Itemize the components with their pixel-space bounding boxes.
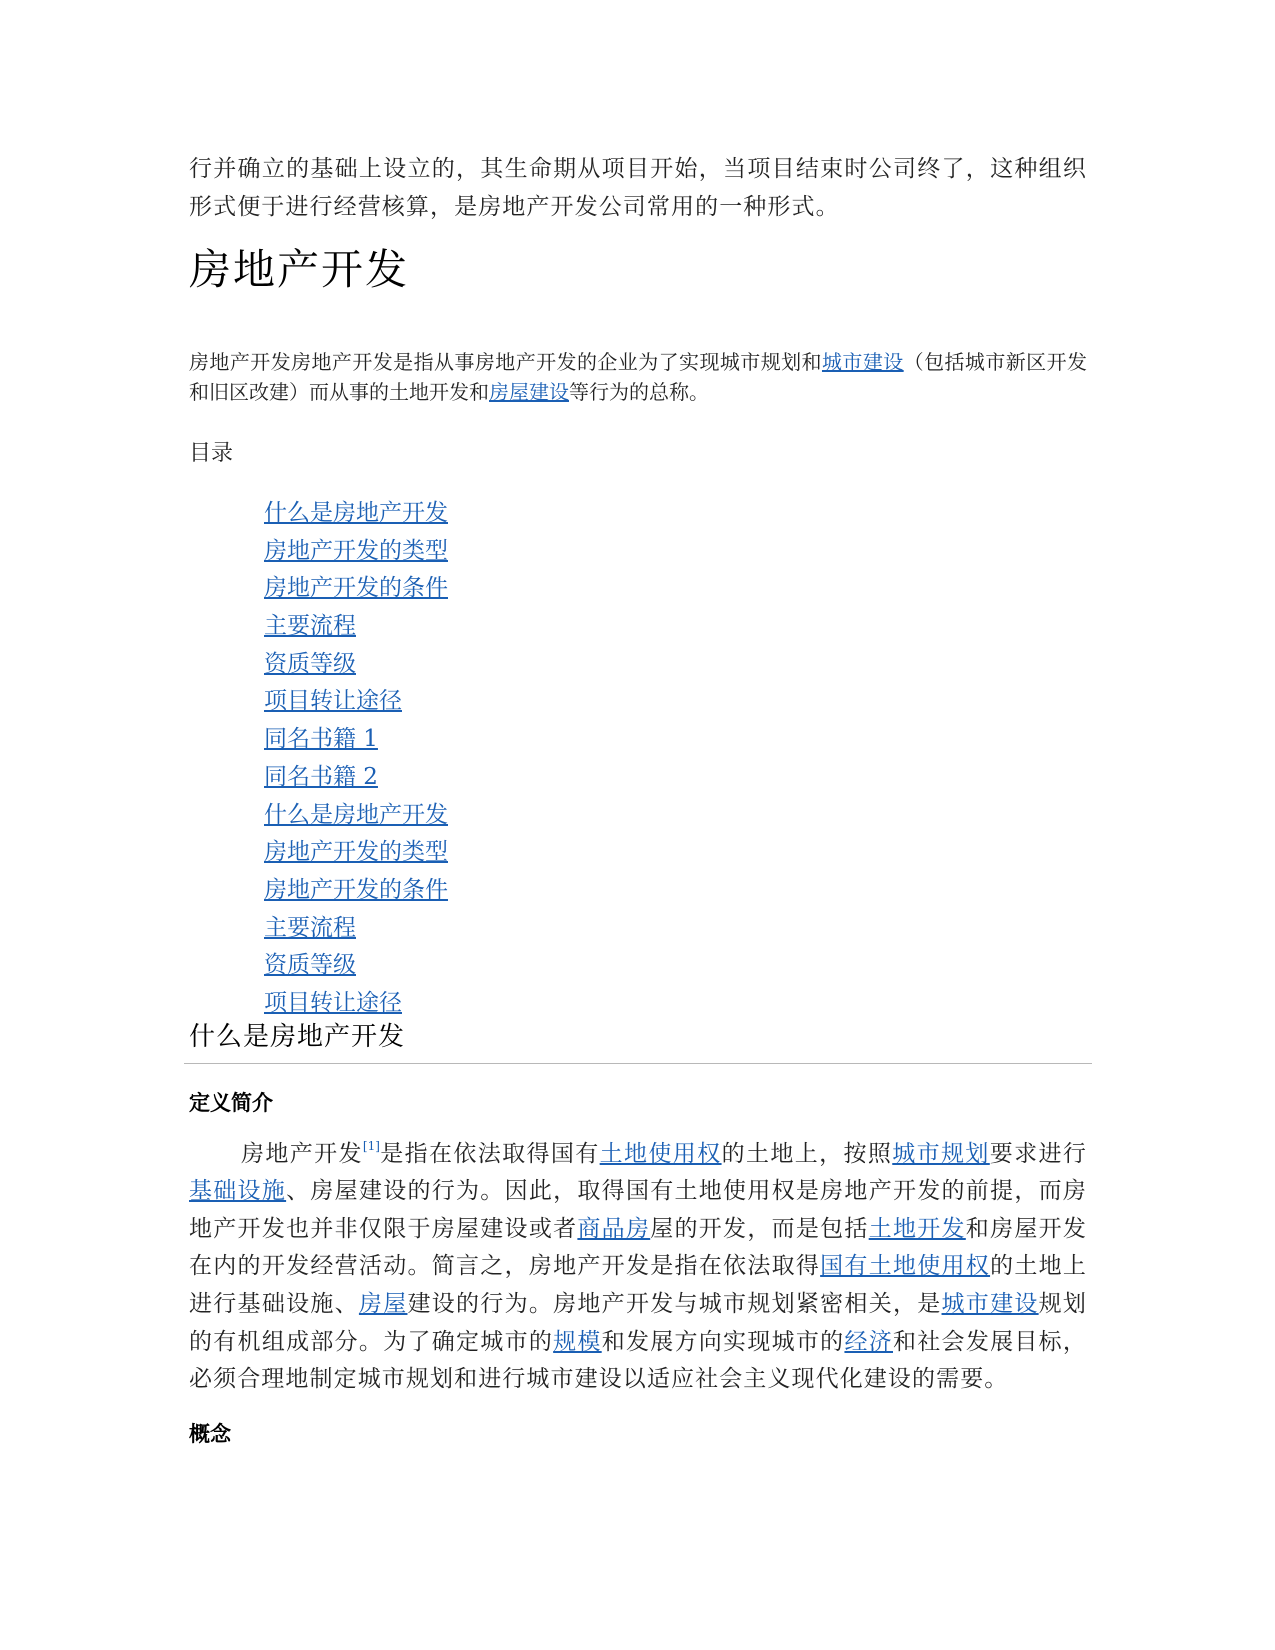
link-scale[interactable]: 规模 <box>553 1328 602 1355</box>
definition-paragraph <box>189 1136 1087 1399</box>
toc-link-book-1[interactable]: 同名书籍 1 <box>264 726 378 753</box>
table-of-contents <box>264 495 1087 1023</box>
intro-paragraph: 行并确立的基础上设立的，其生命期从项目开始，当项目结束时公司终了，这种组织形式便于进行经营核算，是房地产开发公司常用的一种形式。 <box>189 156 1087 220</box>
para-text: 和社会发展目标，必须合理地制定城市规划和进行城市建设以适应社会主义现代化建设的需要。 <box>189 1328 1088 1393</box>
toc-link-types-2[interactable]: 房地产开发的类型 <box>264 839 448 866</box>
summary-text-1: 房地产开发房地产开发是指从事房地产开发的企业为了实现城市规划和 <box>189 350 822 374</box>
summary-paragraph <box>189 347 1087 407</box>
toc-item <box>264 495 1087 533</box>
summary-text-2: （包括城市新区开发和旧区改建）而从事的土地开发和 <box>189 350 1088 404</box>
toc-link-what-is[interactable]: 什么是房地产开发 <box>264 500 448 526</box>
toc-link-types[interactable]: 房地产开发的类型 <box>264 537 448 564</box>
toc-item <box>264 872 1087 910</box>
toc-item <box>264 797 1087 835</box>
para-text: 屋的开发，而是包括 <box>650 1215 869 1242</box>
toc-link-conditions[interactable]: 房地产开发的条件 <box>264 575 448 602</box>
toc-link-conditions-2[interactable]: 房地产开发的条件 <box>264 876 448 903</box>
subsection-heading-definition: 定义简介 <box>189 1090 273 1115</box>
section-heading: 什么是房地产开发 <box>189 1021 406 1052</box>
para-text: 是指在依法取得国有 <box>379 1140 600 1167</box>
para-text: 和房屋开发在内的开发经营活动。简言之，房地产开发是指在依法取得 <box>189 1215 1087 1280</box>
toc-link-process[interactable]: 主要流程 <box>264 613 356 640</box>
para-text: 、房屋建设的行为。因此，取得国有土地使用权是房地产开发的前提，而房地产开发也并非仅限于房屋建设或者 <box>189 1178 1087 1242</box>
toc-item <box>264 646 1087 684</box>
link-city-construction[interactable]: 城市建设 <box>821 350 904 374</box>
toc-item <box>264 683 1087 721</box>
toc-item <box>264 947 1087 985</box>
toc-item <box>264 533 1087 571</box>
toc-item <box>264 608 1087 646</box>
link-economy[interactable]: 经济 <box>844 1328 893 1355</box>
link-state-land-use-right[interactable]: 国有土地使用权 <box>820 1253 991 1280</box>
toc-link-book-2[interactable]: 同名书籍 2 <box>264 763 378 790</box>
toc-item <box>264 570 1087 608</box>
toc-link-transfer-2[interactable]: 项目转让途径 <box>264 989 402 1016</box>
toc-link-qualification[interactable]: 资质等级 <box>264 650 356 677</box>
summary-text-3: 等行为的总称。 <box>569 380 709 404</box>
toc-title: 目录 <box>189 441 234 466</box>
para-text: 和发展方向实现城市的 <box>601 1328 845 1355</box>
toc-item <box>264 910 1087 948</box>
link-city-planning[interactable]: 城市规划 <box>892 1140 990 1167</box>
link-city-construction-2[interactable]: 城市建设 <box>941 1291 1039 1317</box>
toc-link-transfer[interactable]: 项目转让途径 <box>264 688 402 715</box>
para-text: 的土地上，按照 <box>721 1140 893 1167</box>
link-infrastructure[interactable]: 基础设施 <box>189 1178 287 1205</box>
reference-marker[interactable]: [1] <box>362 1138 380 1153</box>
subsection-heading-concept: 概念 <box>189 1421 231 1446</box>
toc-link-what-is-2[interactable]: 什么是房地产开发 <box>264 801 448 828</box>
section-divider <box>184 1063 1092 1064</box>
document-content <box>189 150 1087 1449</box>
page-title: 房地产开发 <box>189 245 410 294</box>
para-text: 的土地上进行基础设施、 <box>189 1253 1087 1317</box>
toc-item <box>264 759 1087 797</box>
link-housing-construction[interactable]: 房屋建设 <box>489 380 569 404</box>
para-text: 房地产开发 <box>241 1140 363 1167</box>
toc-link-qualification-2[interactable]: 资质等级 <box>264 952 356 979</box>
toc-link-process-2[interactable]: 主要流程 <box>264 914 356 941</box>
para-text: 建设的行为。房地产开发与城市规划紧密相关，是 <box>407 1291 942 1317</box>
toc-item <box>264 721 1087 759</box>
toc-item <box>264 834 1087 872</box>
link-land-use-right[interactable]: 土地使用权 <box>599 1140 722 1167</box>
link-housing[interactable]: 房屋 <box>358 1291 408 1317</box>
link-land-development[interactable]: 土地开发 <box>868 1215 966 1242</box>
para-text: 要求进行 <box>989 1140 1088 1167</box>
para-text: 规划的有机组成部分。为了确定城市的 <box>189 1291 1088 1355</box>
link-commercial-housing[interactable]: 商品房 <box>577 1215 651 1242</box>
